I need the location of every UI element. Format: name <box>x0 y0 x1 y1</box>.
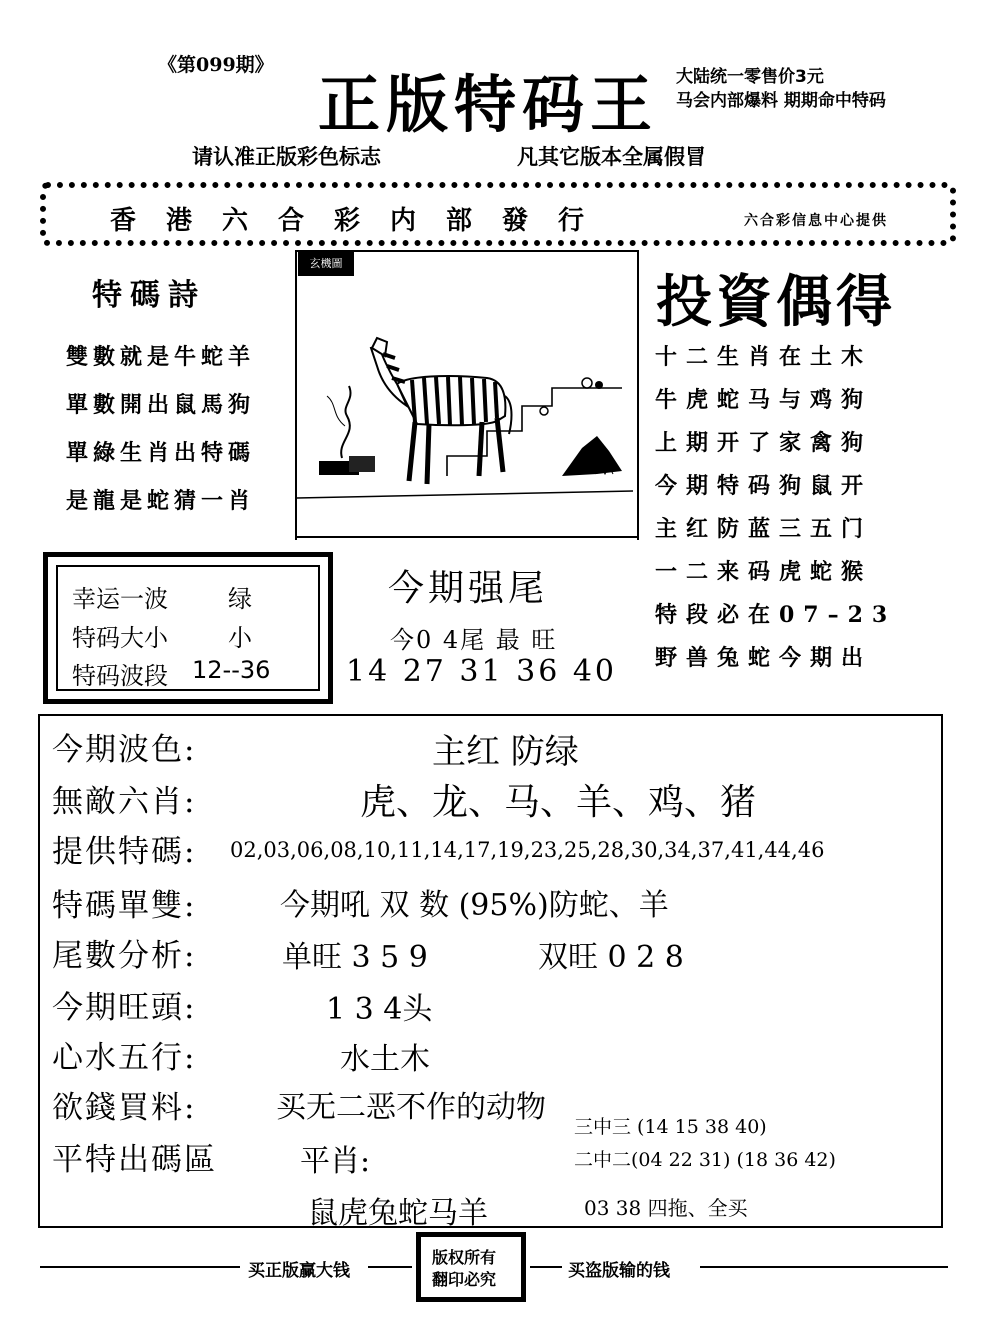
tagline: 马会内部爆料 期期命中特码 <box>676 91 886 111</box>
invest-line: 上期开了家禽狗 <box>655 430 873 456</box>
six-zodiac-label: 無敵六肖: <box>52 784 197 820</box>
poem-line: 是龍是蛇猜一肖 <box>66 488 256 514</box>
invest-line: 牛虎蛇马与鸡狗 <box>655 387 873 413</box>
flat-zodiac-label: 平肖: <box>300 1144 371 1179</box>
slogan-right: 凡其它版本全属假冒 <box>517 145 706 169</box>
page-title: 正版特码王 <box>318 68 659 141</box>
slogan-left: 请认准正版彩色标志 <box>192 145 381 169</box>
poem-line: 單數開出鼠馬狗 <box>66 392 256 418</box>
tail-single-value: 单旺 3 5 9 <box>282 940 428 975</box>
issue-number: 《第099期》 <box>158 54 274 76</box>
lucky-row-label: 特码波段 <box>72 662 168 690</box>
invest-line: 主红防蓝三五门 <box>655 516 873 542</box>
picture-frame-bottom <box>295 536 637 538</box>
price-line: 大陆统一零售价3元 <box>676 67 824 87</box>
buy-info-label: 欲錢買料: <box>52 1090 197 1126</box>
wave-value: 主红 防绿 <box>432 732 579 772</box>
invest-line: 十二生肖在土木 <box>655 344 873 370</box>
five-element-value: 水土木 <box>340 1042 430 1077</box>
poem-title: 特碼詩 <box>92 278 206 313</box>
invest-line: 今期特码狗鼠开 <box>655 473 873 499</box>
lucky-row-label: 幸运一波 <box>72 585 168 613</box>
banner-credit: 六合彩信息中心提供 <box>744 213 888 229</box>
buy-info-value: 买无二恶不作的动物 <box>276 1090 546 1125</box>
banner-text: 香港六合彩内部發行 <box>110 206 615 236</box>
strong-tail-numbers: 14 27 31 36 40 <box>346 654 618 689</box>
tail-analysis-label: 尾數分析: <box>52 938 197 974</box>
five-element-label: 心水五行: <box>52 1040 197 1076</box>
copyright-line: 版权所有 <box>432 1248 497 1267</box>
poem-line: 雙數就是牛蛇羊 <box>66 344 256 370</box>
drag-numbers: 03 38 四拖、全买 <box>584 1196 748 1220</box>
strong-tail-title: 今期强尾 <box>388 568 549 609</box>
wave-label: 今期波色: <box>52 732 197 768</box>
copyright-line: 翻印必究 <box>432 1270 497 1289</box>
picture-stamp: 玄機圖 <box>298 252 354 276</box>
six-zodiac-value: 虎、龙、马、羊、鸡、猪 <box>360 782 757 823</box>
odd-even-value: 今期吼 双 数 (95%)防蛇、羊 <box>280 888 669 923</box>
tail-double-value: 双旺 0 2 8 <box>538 940 684 975</box>
invest-title: 投資偶得 <box>656 269 896 335</box>
flat-zodiac-value: 鼠虎兔蛇马羊 <box>308 1196 488 1231</box>
footer-left-rule-short <box>368 1266 412 1268</box>
lucky-row-value: 绿 <box>228 585 252 613</box>
two-hit-two: 二中二(04 22 31) (18 36 42) <box>574 1149 836 1171</box>
footer-right-text: 买盗版输的钱 <box>568 1261 670 1281</box>
poem-line: 單綠生肖出特碼 <box>66 440 256 466</box>
head-value: 1 3 4头 <box>326 992 433 1027</box>
footer-left-rule <box>40 1266 240 1268</box>
invest-line: 一二来码虎蛇猴 <box>655 559 873 585</box>
odd-even-label: 特碼單雙: <box>52 888 197 924</box>
lucky-row-value: 12--36 <box>192 656 271 684</box>
lucky-row-label: 特码大小 <box>72 624 168 652</box>
zebra-illustration <box>297 276 633 534</box>
special-code-label: 提供特碼: <box>52 834 197 870</box>
invest-line: 野兽兔蛇今期出 <box>655 645 873 671</box>
flat-zone-label: 平特出碼區 <box>52 1142 217 1178</box>
lucky-row-value: 小 <box>228 624 252 652</box>
head-label: 今期旺頭: <box>52 990 197 1026</box>
special-code-value: 02,03,06,08,10,11,14,17,19,23,25,28,30,34,37,41,44,46 <box>230 838 825 862</box>
footer-right-rule-short <box>530 1266 562 1268</box>
footer-right-rule <box>700 1266 948 1268</box>
invest-line: 特段必在07–23 <box>655 602 897 628</box>
three-hit-three: 三中三 (14 15 38 40) <box>574 1116 767 1138</box>
footer-left-text: 买正版赢大钱 <box>248 1261 350 1281</box>
strong-tail-subtitle: 今0 4尾 最 旺 <box>390 626 558 654</box>
